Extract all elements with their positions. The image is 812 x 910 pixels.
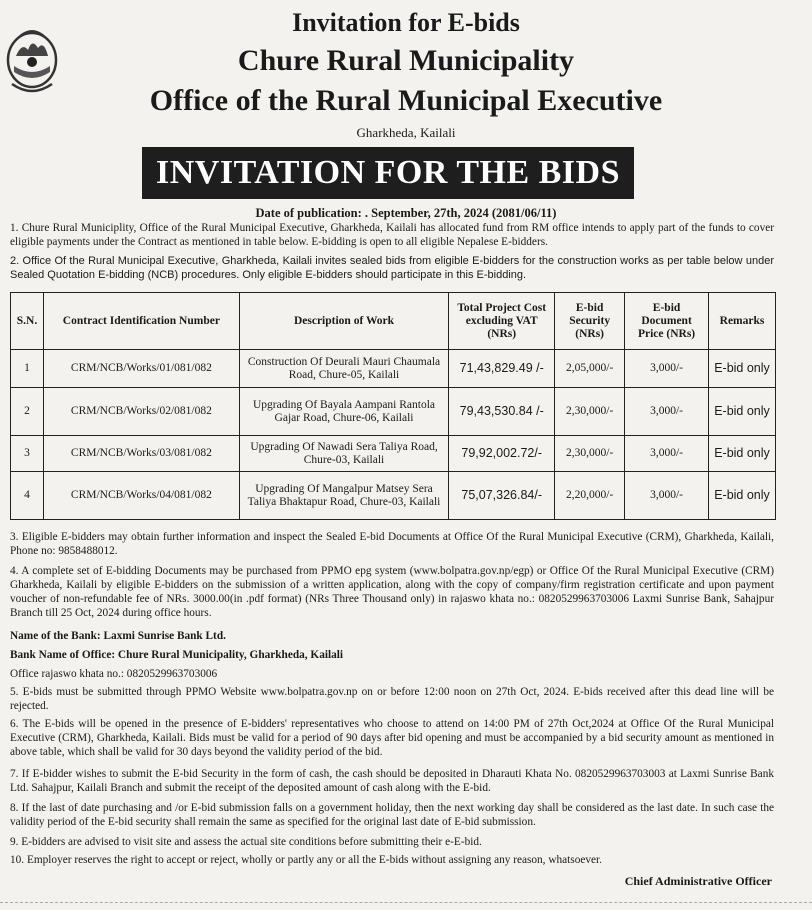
cell-security: 2,30,000/- (555, 388, 625, 436)
cell-security: 2,30,000/- (555, 436, 625, 472)
cell-sn: 1 (11, 350, 44, 388)
cell-remarks: E-bid only (709, 350, 776, 388)
bottom-divider (0, 902, 812, 903)
title-invitation-ebids: Invitation for E-bids (292, 8, 520, 37)
cell-contract: CRM/NCB/Works/02/081/082 (43, 388, 239, 436)
table-row (11, 388, 776, 436)
cell-price: 3,000/- (625, 350, 709, 388)
paragraph-4: 4. A complete set of E-bidding Documents may be purchased from PPMO epg system (www.bolpatra.gov.np/egp) or Office Of the Rural Municipal Executive (CRM) Gharkheda, Kailali by eligible E-bidders on the submission of a written application, along with the copy of company/firm registration certificate and upon payment voucher of non-refundable fee of NRs. 3000.00(in .pdf format) (NRs Three Thousand only) in rajaswo khata no.: 0820529963703006 Laxmi Sunrise Bank, Sahajpur Branch till 25 Oct, 2024 during office hours. (10, 565, 774, 619)
cell-security: 2,20,000/- (555, 472, 625, 520)
invitation-banner: INVITATION FOR THE BIDS (142, 147, 634, 199)
cell-contract: CRM/NCB/Works/03/081/082 (43, 436, 239, 472)
cell-cost: 79,92,002.72/- (449, 436, 555, 472)
signoff-title: Chief Administrative Officer (624, 874, 772, 888)
table-row (11, 350, 776, 388)
cell-contract: CRM/NCB/Works/01/081/082 (43, 350, 239, 388)
bank-name: Name of the Bank: Laxmi Sunrise Bank Ltd. (10, 630, 226, 642)
table-header-row (11, 293, 776, 350)
cell-remarks: E-bid only (709, 436, 776, 472)
cell-security: 2,05,000/- (555, 350, 625, 388)
paragraph-10: 10. Employer reserves the right to accept or reject, wholly or partly any or all the E-bids without assigning any reason, whatsoever. (10, 854, 602, 866)
paragraph-8: 8. If the last of date purchasing and /or E-bid submission falls on a government holiday, then the next working day shall be considered as the last date. In such case the validity period of the E-bid security shall remain the same as specified for the original last date of E-bid submission. (10, 802, 774, 828)
cell-description: Upgrading Of Mangalpur Matsey Sera Taliya Bhaktapur Road, Chure-03, Kailali (239, 472, 448, 520)
cell-sn: 3 (11, 436, 44, 472)
cell-description: Construction Of Deurali Mauri Chaumala Road, Chure-05, Kailali (239, 350, 448, 388)
cell-description: Upgrading Of Nawadi Sera Taliya Road, Chure-03, Kailali (239, 436, 448, 472)
cell-contract: CRM/NCB/Works/04/081/082 (43, 472, 239, 520)
office-name: Office of the Rural Municipal Executive (149, 84, 663, 117)
bank-office-name: Bank Name of Office: Chure Rural Municipality, Gharkheda, Kailali (10, 649, 344, 661)
paragraph-2: 2. Office Of the Rural Municipal Executive, Gharkheda, Kailali invites sealed bids from eligible E-bidders for the construction works as per table below under Sealed Quotation E-bidding (NCB) procedures. Only eligible E-bidders should participate in this E-bidding. (10, 255, 774, 281)
col-header-remarks: Remarks (709, 293, 776, 350)
paragraph-3: 3. Eligible E-bidders may obtain further information and inspect the Sealed E-bid Documents at Office Of the Rural Municipal Executive (CRM), Gharkheda, Kailali, Phone no: 9858488012. (10, 531, 774, 557)
cell-price: 3,000/- (625, 388, 709, 436)
cell-sn: 2 (11, 388, 44, 436)
cell-cost: 75,07,326.84/- (449, 472, 555, 520)
paragraph-9: 9. E-bidders are advised to visit site and assess the actual site conditions before submitting their e-E-bid. (10, 836, 482, 848)
cell-cost: 79,43,530.84 /- (449, 388, 555, 436)
table-row (11, 472, 776, 520)
cell-remarks: E-bid only (709, 388, 776, 436)
col-header-security: E-bid Security (NRs) (555, 293, 625, 350)
rajaswo-khata: Office rajaswo khata no.: 0820529963703006 (10, 668, 218, 680)
cell-description: Upgrading Of Bayala Aampani Rantola Gajar Road, Chure-06, Kailali (239, 388, 448, 436)
paragraph-7: 7. If E-bidder wishes to submit the E-bid Security in the form of cash, the cash should be deposited in Dharauti Khata No. 0820529963703003 at Laxmi Sunrise Bank Ltd. Sahajpur, Kailali Branch and submit the receipt of the deposited amount of cash along with the E-bid. (10, 768, 774, 794)
paragraph-1: 1. Chure Rural Municiplity, Office of the Rural Municipal Executive, Gharkheda, Kailali has allocated fund from RM office intends to apply part of the funds to cover eligible payments under the Contract as mentioned in table below. E-bidding is open to all eligible Nepalese E-bidders. (10, 222, 774, 248)
publication-date: Date of publication: . September, 27th, 2024 (2081/06/11) (255, 206, 557, 220)
cell-cost: 71,43,829.49 /- (449, 350, 555, 388)
col-header-sn: S.N. (11, 293, 44, 350)
col-header-description: Description of Work (239, 293, 448, 350)
cell-remarks: E-bid only (709, 472, 776, 520)
municipality-name: Chure Rural Municipality (237, 44, 575, 77)
col-header-contract: Contract Identification Number (43, 293, 239, 350)
paragraph-5: 5. E-bids must be submitted through PPMO Website www.bolpatra.gov.np on or before 12:00 noon on 27th Oct, 2024. E-bids received after this dead line will be rejected. (10, 686, 774, 712)
col-header-cost: Total Project Cost excluding VAT (NRs) (449, 293, 555, 350)
cell-sn: 4 (11, 472, 44, 520)
office-address: Gharkheda, Kailali (356, 125, 456, 140)
bids-table (10, 292, 776, 520)
col-header-price: E-bid Document Price (NRs) (625, 293, 709, 350)
table-row (11, 436, 776, 472)
paragraph-6: 6. The E-bids will be opened in the presence of E-bidders' representatives who choose to attend on 14:00 PM of 27th Oct,2024 at Office Of the Rural Municipal Executive (CRM), Gharkheda, Kailali. Bids must be valid for a period of 90 days after bid opening and must be accompanied by a bid security amount as mentioned in above table, which shall be valid for 30 days beyond the validity period of the bid. (10, 718, 774, 758)
cell-price: 3,000/- (625, 436, 709, 472)
cell-price: 3,000/- (625, 472, 709, 520)
